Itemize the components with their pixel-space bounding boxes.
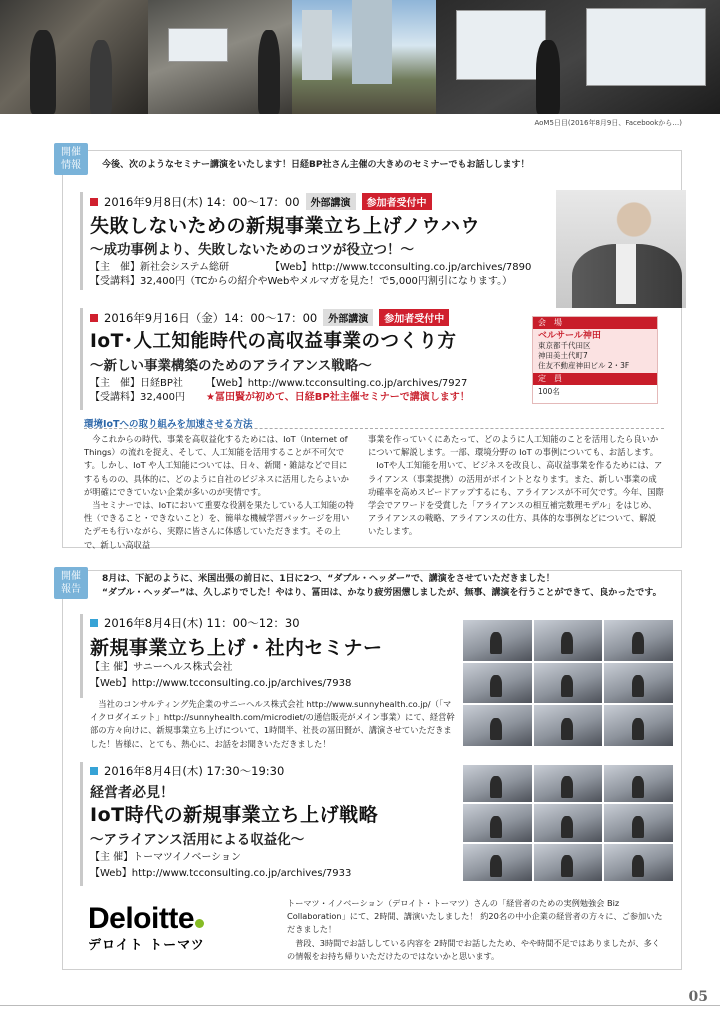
event2-web[interactable]: 【Web】http://www.tcconsulting.co.jp/archives/7927 [206, 378, 468, 389]
venue-name: ベルサール神田 [538, 331, 601, 341]
event3-date: 2016年8月4日(木) 11：00～12：30 [104, 616, 300, 630]
event2-organizer: 【主 催】日経BP社 [90, 378, 183, 389]
event4-bar [80, 762, 83, 886]
event4-title: IoT時代の新規事業立ち上げ戦略 [90, 804, 379, 826]
event-photo [463, 663, 532, 704]
accepting-badge: 参加者受付中 [379, 309, 449, 326]
event-photo [534, 804, 603, 841]
venue-address1: 東京都千代田区 [538, 341, 591, 350]
event-photo [463, 620, 532, 661]
photo-presentation [436, 0, 720, 114]
event1-web[interactable]: 【Web】http://www.tcconsulting.co.jp/archives/7890 [270, 262, 532, 273]
event2-date: 2016年9月16日（金）14：00～17：00 [104, 310, 318, 325]
capacity-label: 定 員 [533, 373, 657, 385]
report-intro-line2: “ダブル・ヘッダー”は、久しぶりでした！やはり、冨田は、かなり疲労困憊しましたが、無事、講演を行うことができて、良かったです。 [102, 588, 662, 598]
event1-organizer: 【主 催】新社会システム総研 [90, 262, 229, 273]
event-photo [604, 705, 673, 746]
venue-address3: 住友不動産神田ビル 2・3F [538, 361, 630, 370]
event3-photo-grid [463, 620, 673, 746]
event2-bar [80, 308, 83, 410]
event3-web[interactable]: 【Web】http://www.tcconsulting.co.jp/archives/7938 [90, 678, 352, 689]
event4-date: 2016年8月4日(木) 17:30～19:30 [104, 764, 285, 778]
external-badge: 外部講演 [323, 309, 373, 326]
top-photo-strip [0, 0, 720, 114]
venue-address2: 神田美土代町7 [538, 351, 588, 360]
event-photo [604, 844, 673, 881]
event-photo [534, 663, 603, 704]
event1-title: 失敗しないための新規事業立ち上げノウハウ [90, 215, 481, 237]
event3-date-line [90, 615, 300, 631]
photo-outdoor [292, 0, 436, 114]
venue-label: 会 場 [533, 317, 657, 329]
event1-fee: 【受講料】32,400円（TCからの紹介やWebやメルマガを見た！で5,000円割引になります。） [90, 276, 513, 287]
report-intro-line1: 8月は、下記のように、米国出張の前日に、1日に2つ、“ダブル・ヘッダー”で、講演をさせていただきました！ [102, 574, 555, 584]
event-photo [604, 804, 673, 841]
event3-body: 当社のコンサルティング先企業のサニーヘルス株式会社 http://www.sunnyhealth.co.jp/（「マイクロダイエット」http://sunnyhealth.com/microdiet/の通信販売がメイン事業）にて、経営幹部の方々向けに、新規事業立ち上げについて、1時間半、社長の冨田賢が、講演させていただきました！皆様に、とても、熱心に、お話をお聞きいただきました！ [90, 699, 455, 749]
event-photo [463, 765, 532, 802]
red-square-icon [90, 314, 98, 322]
photo-speaker-1 [0, 0, 148, 114]
section-tag-report: 開催 報告 [54, 567, 88, 599]
photo-caption: AoM5日目(2016年8月9日、Facebookから…) [534, 119, 682, 127]
deloitte-dot-icon [195, 919, 204, 928]
event4-web[interactable]: 【Web】http://www.tcconsulting.co.jp/archives/7933 [90, 868, 352, 879]
event2-subtitle: ～新しい事業構築のためのアライアンス戦略～ [90, 358, 372, 374]
footer-rule [0, 1005, 720, 1006]
announcement-body-left: 今これからの時代、事業を高収益化するためには、IoT（Internet of Things）の流れを捉え、そして、人工知能を活用することが不可欠です。しかし、IoT や人工知能については、日々、新聞・雑誌などで目にするものの、具体的に、どのように自社のビジネスに活用したらよいかが明確にできていない企業が多いのが実情です。 当セミナーでは、IoTにおいて重要な役割を果たしている人工知能の特性（できること・できないこと）を、簡単な機械学習パッケージを用いたデモも行いながら、実際に皆さんに体感していただきます。その上で、新しい高収益 [84, 434, 354, 550]
event1-date-line [90, 193, 432, 210]
deloitte-logo-word: Deloitte [88, 902, 195, 935]
deloitte-logo [88, 902, 205, 953]
event1-date: 2016年9月8日(木) 14：00～17：00 [104, 194, 300, 209]
external-badge: 外部講演 [306, 193, 356, 210]
speaker-photo [556, 190, 686, 308]
event4-organizer: 【主 催】トーマツイノベーション [90, 852, 241, 863]
event4-photo-grid [463, 765, 673, 881]
divider [84, 428, 664, 429]
event-photo [534, 765, 603, 802]
blue-square-icon [90, 767, 98, 775]
event3-bar [80, 614, 83, 698]
event4-subtitle: ～アライアンス活用による収益化～ [90, 832, 305, 848]
announcement-body-right: 事業を作っていくにあたって、どのように人工知能のことを活用したら良いかについて解説します。一部、環境分野の IoT の事例についても、お話します。 IoTや人工知能を用いて、ビジネスを改良し、高収益事業を作るためには、アライアンス（事業提携）の活用がポイントとなります。また、新しい事業の成功確率を高めスピードアップするにも、アライアンスが不可欠です。今年、国際学会でアワードを受賞した「アライアンスの相互補完数理モデル」をはじめ、アライアンスの戦略、アライアンスの仕方、具体的な事例などについて、解説いたします。 [368, 434, 664, 537]
event-photo [534, 705, 603, 746]
red-square-icon [90, 198, 98, 206]
venue-box [532, 316, 658, 404]
event-photo [463, 705, 532, 746]
event-photo [604, 663, 673, 704]
accepting-badge: 参加者受付中 [362, 193, 432, 210]
event1-subtitle: ～成功事例より、失敗しないためのコツが役立つ！～ [90, 242, 414, 258]
venue-body [533, 329, 657, 373]
event2-note: ★冨田賢が初めて、日経BP社主催セミナーで講演します！ [206, 392, 470, 403]
event2-title: IoT･人工知能時代の高収益事業のつくり方 [90, 331, 457, 352]
event-photo [534, 620, 603, 661]
event-photo [463, 844, 532, 881]
section-tag-announcement: 開催 情報 [54, 143, 88, 175]
event2-fee: 【受講料】32,400円 [90, 392, 185, 403]
event-photo [604, 765, 673, 802]
event4-kicker: 経営者必見！ [90, 785, 174, 801]
deloitte-logo-sub: デロイト トーマツ [88, 938, 205, 953]
event2-date-line [90, 309, 449, 326]
event-photo [604, 620, 673, 661]
event-photo [463, 804, 532, 841]
event-photo [534, 844, 603, 881]
event4-body: トーマツ・イノベーション（デロイト・トーマツ）さんの「経営者のための実例勉強会 Biz Collaboration」にて、2時間、講演いたしました！ 約20名の中小企業の経営者の方々に、ご参加いただきました！ 普段、3時間でお話ししている内容を 2時間でお話したため、やや時間不足ではありましたが、多くの情報をお持ち帰りいただけたのではないかと思います。 [287, 898, 663, 961]
page-number: 05 [688, 989, 708, 1005]
photo-speaker-2 [148, 0, 292, 114]
method-heading: 環境IoTへの取り組みを加速させる方法 [84, 419, 253, 430]
event4-date-line [90, 763, 284, 779]
announcement-intro: 今後、次のようなセミナー講演をいたします！日経BP社さん主催の大きめのセミナーでもお話しします！ [102, 160, 530, 170]
event1-bar [80, 192, 83, 290]
event3-title: 新規事業立ち上げ・社内セミナー [90, 637, 383, 659]
event3-organizer: 【主 催】サニーヘルス株式会社 [90, 662, 233, 673]
blue-square-icon [90, 619, 98, 627]
capacity-value: 100名 [533, 385, 657, 399]
